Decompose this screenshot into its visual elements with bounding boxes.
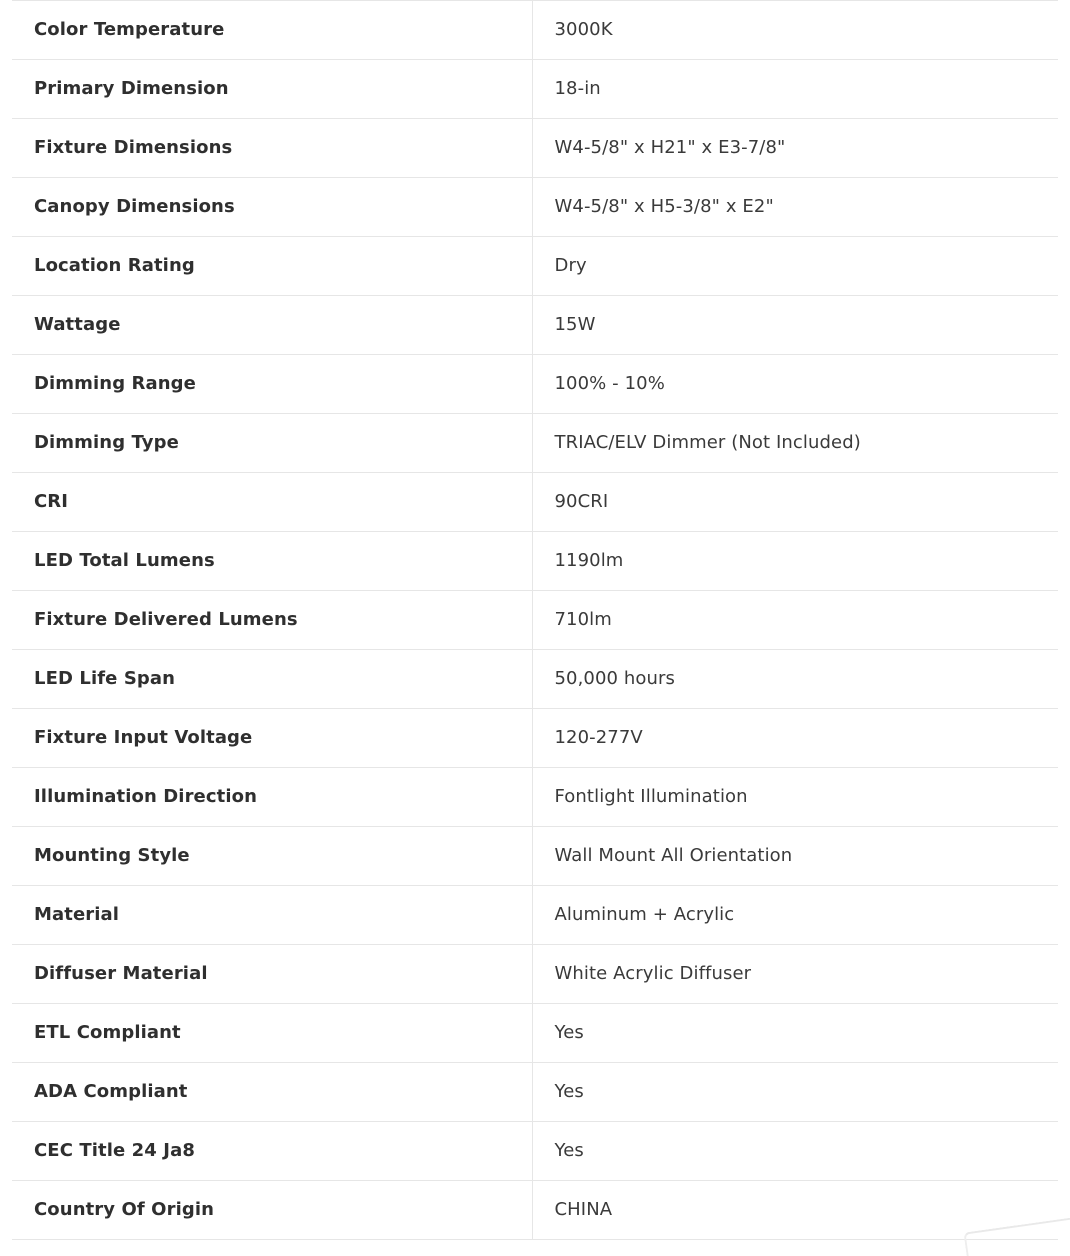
spec-label: Primary Dimension [12, 60, 532, 119]
table-row [12, 768, 1058, 827]
table-row [12, 60, 1058, 119]
table-row [12, 355, 1058, 414]
spec-label: CRI [12, 473, 532, 532]
spec-label: Illumination Direction [12, 768, 532, 827]
spec-value: Yes [532, 1122, 1058, 1181]
table-row [12, 414, 1058, 473]
table-row [12, 591, 1058, 650]
spec-label: Diffuser Material [12, 945, 532, 1004]
spec-label: Dimming Range [12, 355, 532, 414]
spec-label: ETL Compliant [12, 1004, 532, 1063]
table-row [12, 296, 1058, 355]
table-row [12, 886, 1058, 945]
spec-label: LED Total Lumens [12, 532, 532, 591]
spec-value: 90CRI [532, 473, 1058, 532]
table-row [12, 532, 1058, 591]
spec-value: Wall Mount All Orientation [532, 827, 1058, 886]
table-row [12, 178, 1058, 237]
spec-value: 18-in [532, 60, 1058, 119]
spec-label: Fixture Dimensions [12, 119, 532, 178]
spec-label: Fixture Delivered Lumens [12, 591, 532, 650]
specifications-table [12, 0, 1058, 1240]
specifications-table-body [12, 1, 1058, 1240]
spec-value: 120-277V [532, 709, 1058, 768]
table-row [12, 945, 1058, 1004]
spec-label: CEC Title 24 Ja8 [12, 1122, 532, 1181]
table-row [12, 119, 1058, 178]
spec-label: ADA Compliant [12, 1063, 532, 1122]
spec-label: Fixture Input Voltage [12, 709, 532, 768]
spec-value: CHINA [532, 1181, 1058, 1240]
spec-label: Mounting Style [12, 827, 532, 886]
table-row [12, 1004, 1058, 1063]
table-row [12, 650, 1058, 709]
spec-value: White Acrylic Diffuser [532, 945, 1058, 1004]
spec-value: W4-5/8" x H5-3/8" x E2" [532, 178, 1058, 237]
table-row [12, 237, 1058, 296]
table-row [12, 827, 1058, 886]
spec-value: 3000K [532, 1, 1058, 60]
spec-value: 100% - 10% [532, 355, 1058, 414]
spec-label: Canopy Dimensions [12, 178, 532, 237]
table-row [12, 1122, 1058, 1181]
table-row [12, 709, 1058, 768]
table-row [12, 1, 1058, 60]
spec-value: TRIAC/ELV Dimmer (Not Included) [532, 414, 1058, 473]
spec-value: 15W [532, 296, 1058, 355]
spec-label: LED Life Span [12, 650, 532, 709]
spec-value: W4-5/8" x H21" x E3-7/8" [532, 119, 1058, 178]
spec-value: Aluminum + Acrylic [532, 886, 1058, 945]
spec-value: Yes [532, 1063, 1058, 1122]
spec-value: Yes [532, 1004, 1058, 1063]
spec-value: 50,000 hours [532, 650, 1058, 709]
spec-value: Dry [532, 237, 1058, 296]
spec-label: Color Temperature [12, 1, 532, 60]
spec-label: Wattage [12, 296, 532, 355]
table-row [12, 473, 1058, 532]
table-row [12, 1181, 1058, 1240]
table-row [12, 1063, 1058, 1122]
spec-label: Country Of Origin [12, 1181, 532, 1240]
spec-label: Location Rating [12, 237, 532, 296]
spec-value: Fontlight Illumination [532, 768, 1058, 827]
spec-value: 710lm [532, 591, 1058, 650]
spec-label: Material [12, 886, 532, 945]
spec-value: 1190lm [532, 532, 1058, 591]
spec-label: Dimming Type [12, 414, 532, 473]
